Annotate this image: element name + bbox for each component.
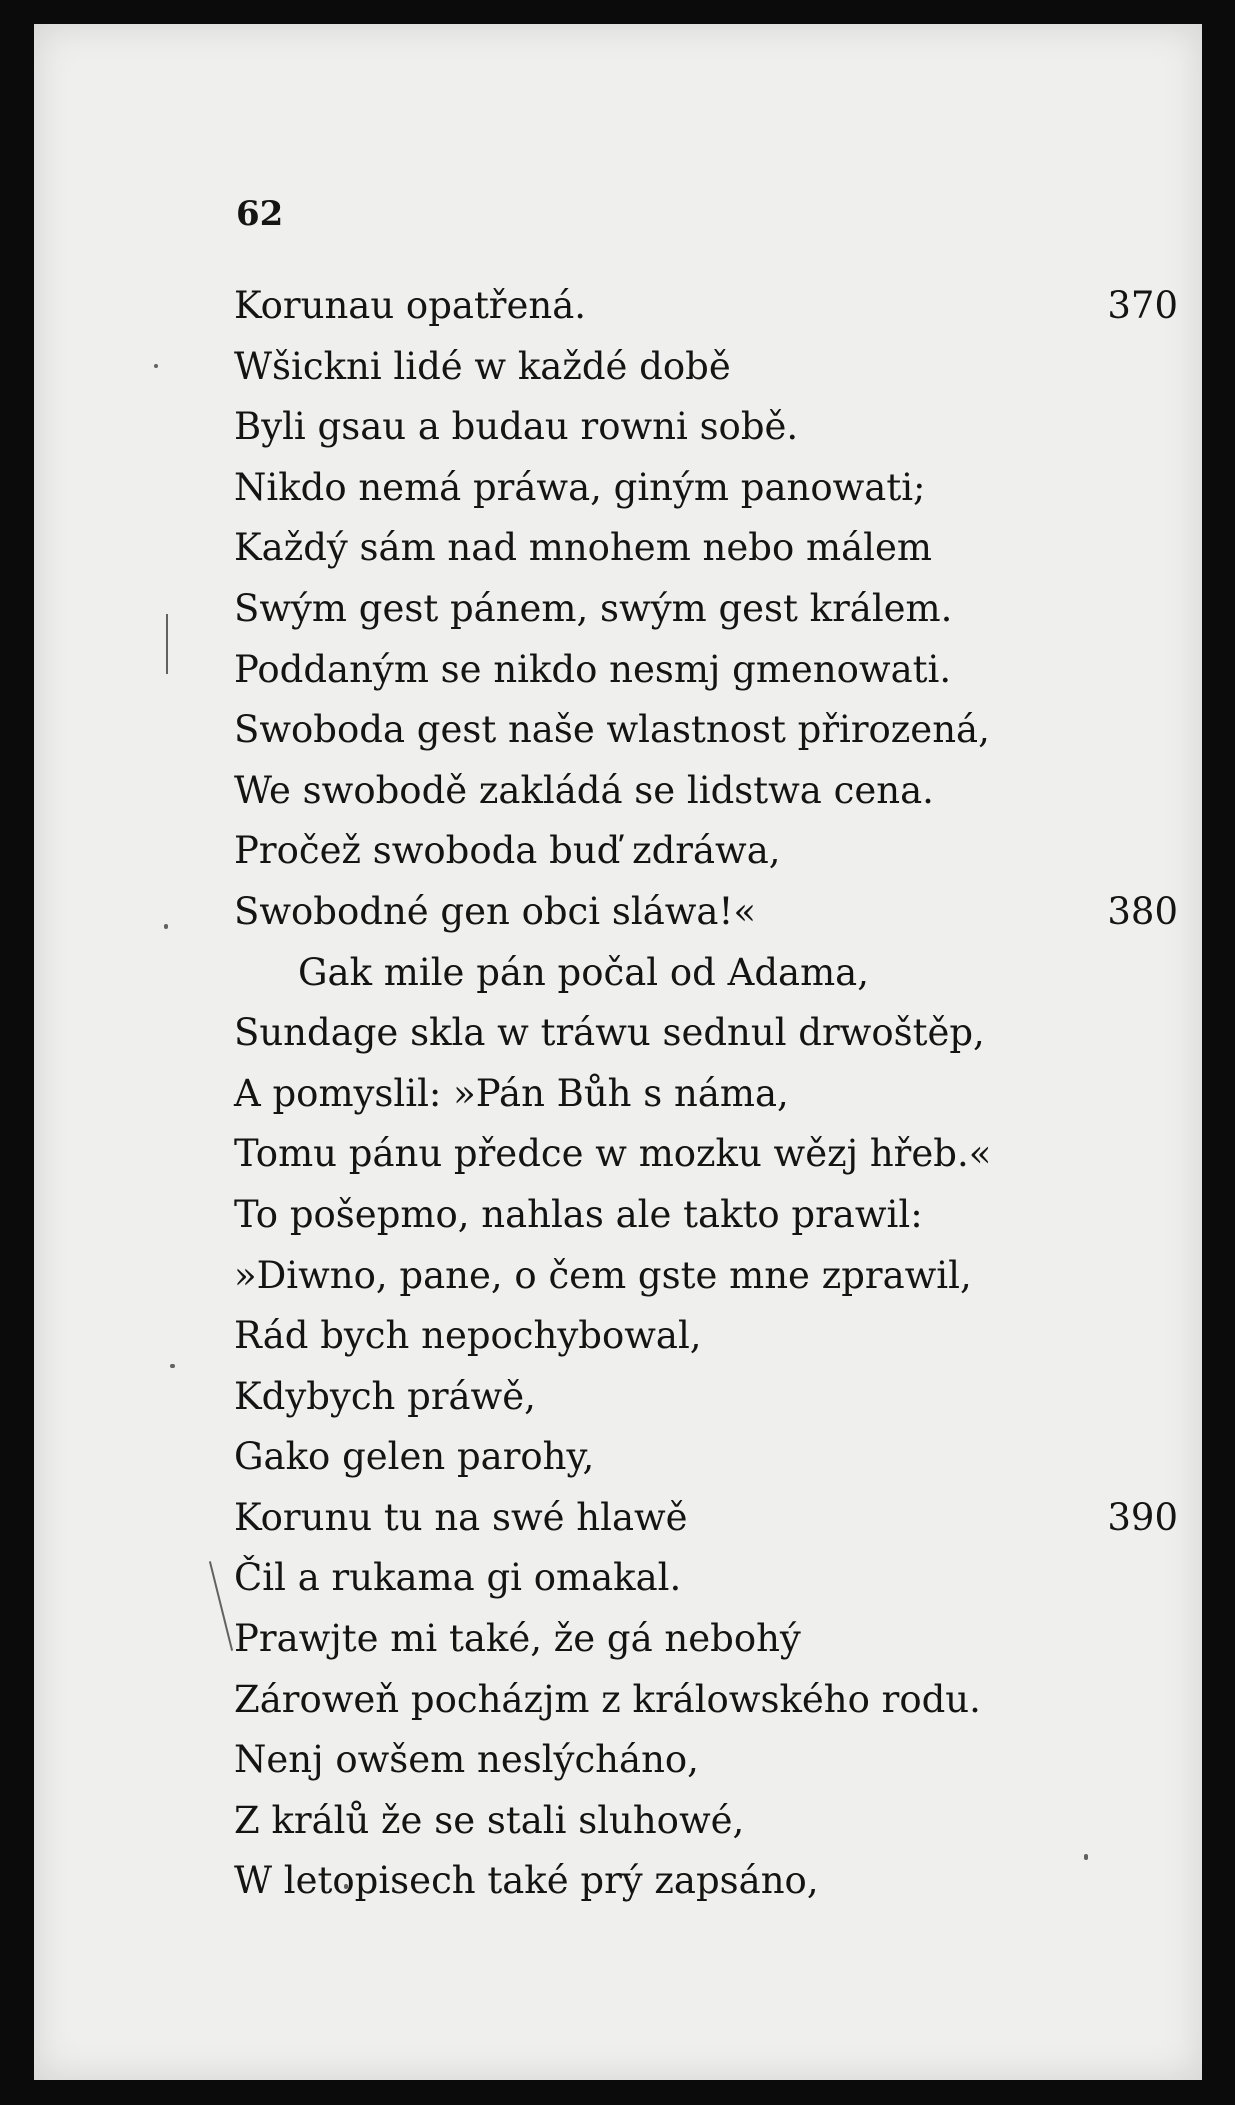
verse-line: [234, 276, 1178, 337]
verse-line-text: Pročež swoboda buď zdráwa,: [234, 829, 781, 873]
verse-line-text: Byli gsau a budau rowni sobě.: [234, 405, 799, 449]
verse-line-text: Z králů že se stali sluhowé,: [234, 1798, 745, 1842]
verse-line: [234, 1003, 1178, 1064]
verse-line-text: »Diwno, pane, o čem gste mne zprawil,: [234, 1253, 972, 1297]
verse-line: [234, 943, 1178, 1004]
verse-line-text: Každý sám nad mnohem nebo málem: [234, 526, 932, 570]
verse-line: [234, 700, 1178, 761]
verse-line-text: Gako gelen parohy,: [234, 1435, 595, 1479]
line-number: 390: [1107, 1495, 1178, 1539]
verse-line-text: We swobodě zakládá se lidstwa cena.: [234, 768, 934, 812]
verse-line-text: Prawjte mi také, že gá nebohý: [234, 1617, 801, 1661]
verse-line-text: Zároweň pocházjm z králowského rodu.: [234, 1677, 981, 1721]
verse-line: [234, 1367, 1178, 1428]
verse-line-text: Čil a rukama gi omakal.: [234, 1556, 682, 1600]
margin-speck: [154, 364, 158, 368]
verse-line-text: Nikdo nemá práwa, giným panowati;: [234, 465, 926, 509]
verse-line: [234, 640, 1178, 701]
verse-line-text: Korunau opatřená.: [234, 284, 587, 327]
verse-line-text: Gak mile pán počal od Adama,: [298, 950, 869, 994]
verse-line-text: Nenj owšem neslýcháno,: [234, 1738, 699, 1782]
verse-line: [234, 1488, 1178, 1549]
margin-speck: [164, 924, 168, 929]
verse-line-text: Wšickni lidé w každé době: [234, 344, 731, 388]
verse-line: [234, 518, 1178, 579]
verse-line: [234, 761, 1178, 822]
verse-line-text: Rád bych nepochybowal,: [234, 1314, 702, 1358]
verse-line: [234, 821, 1178, 882]
verse-line-text: Swoboda gest naše wlastnost přirozená,: [234, 708, 990, 752]
verse-line: [234, 1609, 1178, 1670]
verse-line: [234, 579, 1178, 640]
verse-line-text: Swobodné gen obci sláwa!«: [234, 889, 756, 933]
verse-line-text: Kdybych práwě,: [234, 1374, 536, 1418]
verse-line: [234, 337, 1178, 398]
verse-line-text: Sundage skla w tráwu sednul drwoštěp,: [234, 1011, 985, 1055]
verse-line: [234, 1246, 1178, 1307]
page-number: 62: [236, 194, 284, 234]
verse-line: [234, 1670, 1178, 1731]
verse-line: [234, 1185, 1178, 1246]
verse-text: [234, 276, 1178, 1912]
verse-line-text: To pošepmo, nahlas ale takto prawil:: [234, 1192, 923, 1236]
margin-speck: [170, 1364, 175, 1368]
verse-line: [234, 1124, 1178, 1185]
verse-line-text: Swým gest pánem, swým gest králem.: [234, 586, 953, 630]
verse-line-text: W letopisech také prý zapsáno,: [234, 1859, 819, 1903]
verse-line: [234, 1791, 1178, 1852]
verse-line: [234, 882, 1178, 943]
verse-line-text: A pomyslil: »Pán Bůh s náma,: [234, 1071, 789, 1115]
verse-line-text: Poddaným se nikdo nesmj gmenowati.: [234, 647, 952, 691]
verse-line: [234, 1064, 1178, 1125]
verse-line: [234, 1306, 1178, 1367]
verse-line: [234, 397, 1178, 458]
verse-line: [234, 458, 1178, 519]
verse-line: [234, 1427, 1178, 1488]
verse-line-text: Korunu tu na swé hlawě: [234, 1495, 688, 1539]
verse-line: [234, 1851, 1178, 1912]
verse-line-text: Tomu pánu předce w mozku wězj hřeb.«: [234, 1132, 992, 1176]
margin-line: [209, 1561, 233, 1651]
verse-line: [234, 1730, 1178, 1791]
verse-line: [234, 1548, 1178, 1609]
line-number: 370: [1107, 284, 1178, 327]
line-number: 380: [1107, 889, 1178, 933]
margin-line: [166, 614, 168, 674]
